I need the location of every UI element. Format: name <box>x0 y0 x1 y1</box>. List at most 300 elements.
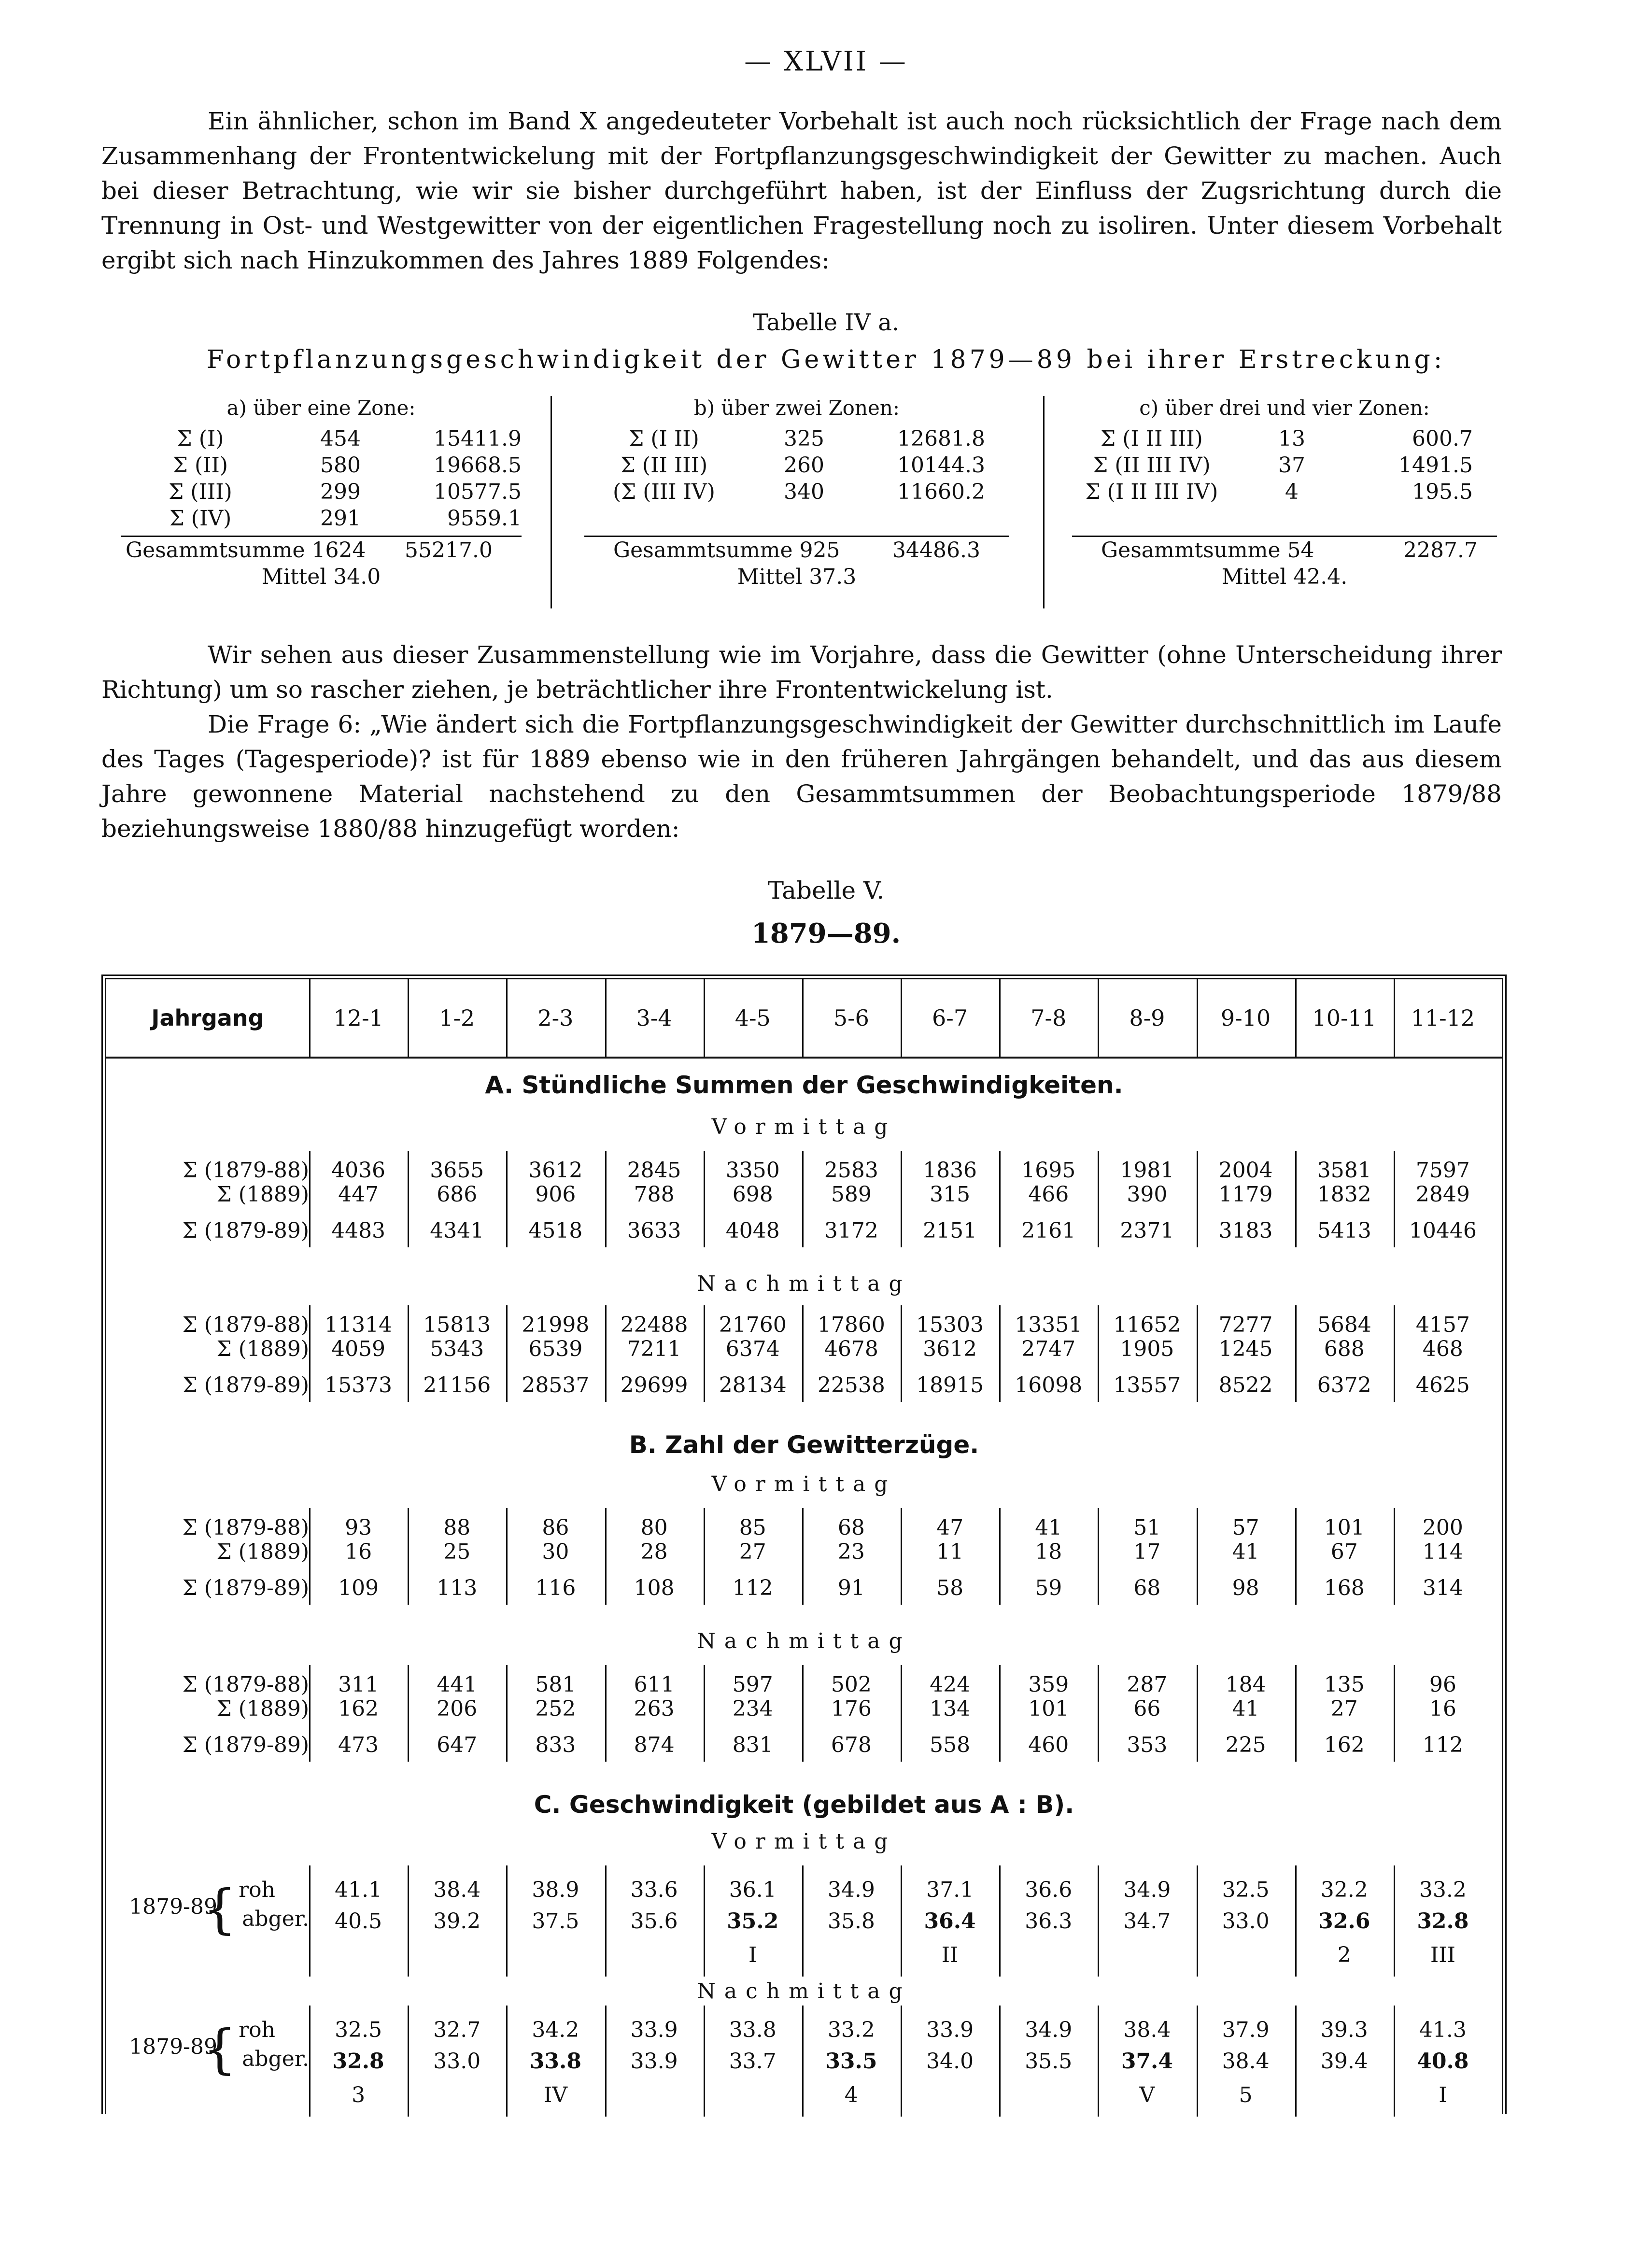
column-divider <box>999 1305 1001 1402</box>
table5-col-header: 2-3 <box>537 1005 574 1031</box>
data-cell: 109 <box>338 1576 379 1600</box>
column-divider <box>901 2006 902 2117</box>
row-divider <box>309 1305 311 1402</box>
data-cell: 114 <box>1422 1540 1463 1564</box>
data-cell: 315 <box>930 1182 971 1207</box>
column-divider <box>1295 2006 1297 2117</box>
data-cell: 4625 <box>1415 1373 1470 1398</box>
column-divider <box>506 1151 508 1247</box>
data-cell: 18915 <box>916 1373 984 1398</box>
data-cell: 41 <box>1232 1540 1259 1564</box>
column-divider <box>1098 2006 1099 2117</box>
table4-b-row <box>584 425 1009 452</box>
data-cell: 200 <box>1422 1515 1463 1540</box>
table4-cell: Σ (I II III IV) <box>1085 480 1218 504</box>
column-divider <box>999 1665 1001 1762</box>
data-cell: 589 <box>831 1182 872 1207</box>
column-divider <box>1295 1665 1297 1762</box>
table5-col-header: 9-10 <box>1220 1005 1271 1031</box>
column-divider <box>551 396 552 608</box>
data-cell: 1836 <box>923 1158 977 1183</box>
data-cell: 234 <box>732 1696 773 1721</box>
data-cell: 27 <box>1330 1696 1358 1721</box>
table4-cell: 454 <box>320 426 361 451</box>
table5-col-header: 3-4 <box>636 1005 672 1031</box>
data-cell: 39.2 <box>433 1909 481 1934</box>
data-cell: 581 <box>535 1672 576 1697</box>
data-cell: 134 <box>930 1696 971 1721</box>
rank-mark: I <box>748 1943 757 1967</box>
data-cell: 11652 <box>1113 1313 1181 1337</box>
data-cell: 460 <box>1028 1733 1069 1757</box>
column-divider <box>605 1305 607 1402</box>
data-cell: 36.1 <box>729 1878 777 1902</box>
section-a-title: A. Stündliche Summen der Geschwindigkeiten. <box>485 1071 1123 1099</box>
data-cell: 57 <box>1232 1515 1259 1540</box>
data-cell: 21156 <box>423 1373 491 1398</box>
data-cell: 36.6 <box>1025 1878 1073 1902</box>
table4-cell: 9559.1 <box>447 506 522 531</box>
column-divider <box>1295 1151 1297 1247</box>
column-divider <box>901 1305 902 1402</box>
data-cell: 35.6 <box>630 1909 678 1934</box>
data-cell: 23 <box>837 1540 865 1564</box>
data-cell: 3581 <box>1317 1158 1371 1183</box>
rank-mark: III <box>1430 1943 1455 1967</box>
column-divider <box>309 1865 311 1977</box>
column-divider <box>1394 1508 1395 1605</box>
column-divider <box>1295 979 1297 1057</box>
data-cell: 874 <box>634 1733 675 1757</box>
data-cell: 93 <box>345 1515 372 1540</box>
data-cell: 647 <box>437 1733 478 1757</box>
data-cell: 38.9 <box>532 1878 579 1902</box>
data-cell: 34.9 <box>1123 1878 1171 1902</box>
table4-cell: 600.7 <box>1412 426 1473 451</box>
column-divider <box>704 979 705 1057</box>
data-cell: 1179 <box>1218 1182 1273 1207</box>
table4-a-row <box>121 479 522 505</box>
table4-cell: 325 <box>784 426 824 451</box>
rank-mark: 4 <box>844 2083 858 2107</box>
data-cell: 168 <box>1324 1576 1365 1600</box>
data-cell: 40.8 <box>1417 2049 1469 2074</box>
column-divider <box>408 1665 409 1762</box>
data-cell: 36.3 <box>1025 1909 1073 1934</box>
data-cell: 5343 <box>430 1337 484 1361</box>
column-divider <box>605 979 607 1057</box>
row-divider <box>309 1665 311 1762</box>
data-cell: 16 <box>1429 1696 1456 1721</box>
table4-b-total-label: Gesammtsumme 925 <box>613 538 840 563</box>
data-cell: 4157 <box>1415 1313 1470 1337</box>
data-cell: 41.1 <box>335 1878 382 1902</box>
column-divider <box>704 1865 705 1977</box>
data-cell: 1981 <box>1120 1158 1174 1183</box>
column-divider <box>408 2006 409 2117</box>
table4-col-b <box>584 396 1009 590</box>
intro-paragraph <box>101 104 1502 278</box>
table4-cell: Σ (III) <box>169 480 232 504</box>
data-cell: 1832 <box>1317 1182 1371 1207</box>
brace: { <box>203 2018 237 2080</box>
data-cell: 7277 <box>1218 1313 1273 1337</box>
row-label: Σ (1879-89) <box>182 1373 309 1398</box>
data-cell: 33.2 <box>827 2018 875 2042</box>
data-cell: 112 <box>732 1576 773 1600</box>
table5-years: 1879—89. <box>751 918 901 949</box>
column-divider <box>1295 1305 1297 1402</box>
data-cell: 37.1 <box>926 1878 974 1902</box>
column-divider <box>1197 2006 1198 2117</box>
table5-head-jahrgang: Jahrgang <box>151 1005 264 1031</box>
data-cell: 38.4 <box>433 1878 481 1902</box>
data-cell: 33.9 <box>630 2018 678 2042</box>
table4-b-row <box>584 452 1009 479</box>
table5-header-row <box>106 979 1502 1059</box>
data-cell: 98 <box>1232 1576 1259 1600</box>
data-cell: 6539 <box>528 1337 583 1361</box>
data-cell: 91 <box>837 1576 865 1600</box>
table4-b-mittel: Mittel 37.3 <box>737 565 857 589</box>
table4-cell: 4 <box>1285 480 1299 504</box>
table4-cell: Σ (I II III) <box>1101 426 1203 451</box>
data-cell: 686 <box>437 1182 478 1207</box>
data-cell: 833 <box>535 1733 576 1757</box>
column-divider <box>1197 1151 1198 1247</box>
data-cell: 225 <box>1225 1733 1266 1757</box>
subsection-nachmittag: Nachmittag <box>697 1271 911 1296</box>
data-cell: 39.3 <box>1320 2018 1368 2042</box>
data-cell: 1695 <box>1021 1158 1076 1183</box>
table4-cell: Σ (I II) <box>629 426 699 451</box>
row-label: Σ (1889) <box>216 1696 309 1721</box>
row-label: roh <box>239 1878 275 1902</box>
rank-mark: 2 <box>1337 1943 1351 1967</box>
data-cell: 35.5 <box>1025 2049 1073 2074</box>
column-divider <box>1197 979 1198 1057</box>
data-cell: 96 <box>1429 1672 1456 1697</box>
column-divider <box>999 1865 1001 1977</box>
data-cell: 2004 <box>1218 1158 1273 1183</box>
data-cell: 5413 <box>1317 1218 1371 1243</box>
column-divider <box>704 2006 705 2117</box>
column-divider <box>999 1151 1001 1247</box>
table4-cell: Σ (I) <box>177 426 224 451</box>
data-cell: 51 <box>1133 1515 1161 1540</box>
column-divider <box>1043 396 1045 608</box>
column-divider <box>1295 1865 1297 1977</box>
table4-c-caption: c) über drei und vier Zonen: <box>1139 396 1430 420</box>
table4-c-row <box>1072 479 1497 505</box>
data-cell: 35.8 <box>827 1909 875 1934</box>
data-cell: 101 <box>1324 1515 1365 1540</box>
data-cell: 16098 <box>1015 1373 1083 1398</box>
column-divider <box>1098 1665 1099 1762</box>
data-cell: 558 <box>930 1733 971 1757</box>
data-cell: 28537 <box>522 1373 590 1398</box>
rank-mark: 3 <box>352 2083 366 2107</box>
row-label: Σ (1879-88) <box>182 1515 309 1540</box>
data-cell: 47 <box>936 1515 964 1540</box>
data-cell: 37.9 <box>1222 2018 1270 2042</box>
data-cell: 7597 <box>1415 1158 1470 1183</box>
data-cell: 32.2 <box>1320 1878 1368 1902</box>
column-divider <box>506 1508 508 1605</box>
row-label: Σ (1879-88) <box>182 1313 309 1337</box>
data-cell: 688 <box>1324 1337 1365 1361</box>
data-cell: 263 <box>634 1696 675 1721</box>
column-divider <box>309 2006 311 2117</box>
table4-c-row <box>1072 452 1497 479</box>
table4-cell: 13 <box>1278 426 1305 451</box>
data-cell: 34.7 <box>1123 1909 1171 1934</box>
table4-cell: Σ (IV) <box>169 506 232 531</box>
table4-a-row <box>121 452 522 479</box>
rank-mark: 5 <box>1239 2083 1253 2107</box>
column-divider <box>802 1665 804 1762</box>
data-cell: 4483 <box>331 1218 386 1243</box>
data-cell: 5684 <box>1317 1313 1371 1337</box>
data-cell: 906 <box>535 1182 576 1207</box>
column-divider <box>605 2006 607 2117</box>
column-divider <box>802 1305 804 1402</box>
data-cell: 88 <box>443 1515 471 1540</box>
table4-label: Tabelle IV a. <box>752 309 900 336</box>
data-cell: 80 <box>640 1515 668 1540</box>
data-cell: 287 <box>1127 1672 1168 1697</box>
table5-col-header: 8-9 <box>1129 1005 1165 1031</box>
column-divider <box>605 1508 607 1605</box>
data-cell: 15303 <box>916 1313 984 1337</box>
data-cell: 15373 <box>325 1373 393 1398</box>
data-cell: 29699 <box>620 1373 688 1398</box>
data-cell: 33.8 <box>529 2049 581 2074</box>
table4-title: Fortpflanzungsgeschwindigkeit der Gewitter 1879—89 bei ihrer Erstreckung: <box>206 345 1446 374</box>
data-cell: 162 <box>338 1696 379 1721</box>
data-cell: 4036 <box>331 1158 386 1183</box>
data-cell: 1905 <box>1120 1337 1174 1361</box>
data-cell: 28 <box>640 1540 668 1564</box>
data-cell: 7211 <box>627 1337 681 1361</box>
table4-c-row <box>1072 425 1497 452</box>
data-cell: 37.4 <box>1121 2049 1173 2074</box>
data-cell: 2371 <box>1120 1218 1174 1243</box>
data-cell: 28134 <box>719 1373 787 1398</box>
column-divider <box>704 1665 705 1762</box>
table4-cell: 299 <box>320 480 361 504</box>
column-divider <box>1295 1508 1297 1605</box>
data-cell: 33.6 <box>630 1878 678 1902</box>
table4-cell: 1491.5 <box>1398 453 1473 478</box>
column-divider <box>605 1665 607 1762</box>
data-cell: 86 <box>542 1515 569 1540</box>
data-cell: 3172 <box>824 1218 878 1243</box>
data-cell: 33.5 <box>825 2049 877 2074</box>
column-divider <box>1098 1865 1099 1977</box>
data-cell: 39.4 <box>1320 2049 1368 2074</box>
data-cell: 40.5 <box>335 1909 382 1934</box>
column-divider <box>901 1865 902 1977</box>
table5-col-header: 7-8 <box>1031 1005 1067 1031</box>
row-label: Σ (1879-89) <box>182 1218 309 1243</box>
data-cell: 252 <box>535 1696 576 1721</box>
data-cell: 15813 <box>423 1313 491 1337</box>
table4-cell: 10144.3 <box>897 453 985 478</box>
column-divider <box>999 1508 1001 1605</box>
table4-cell: 291 <box>320 506 361 531</box>
data-cell: 17 <box>1133 1540 1161 1564</box>
data-cell: 597 <box>732 1672 773 1697</box>
rank-mark: I <box>1439 2083 1447 2107</box>
table4-cell: 10577.5 <box>434 480 522 504</box>
row-label: Σ (1879-89) <box>182 1576 309 1600</box>
column-divider <box>1098 1305 1099 1402</box>
data-cell: 35.2 <box>727 1909 779 1934</box>
row-label: abger. <box>242 1907 309 1931</box>
data-cell: 21760 <box>719 1313 787 1337</box>
row-divider <box>309 1508 311 1605</box>
table5 <box>101 975 1507 2114</box>
data-cell: 33.2 <box>1419 1878 1467 1902</box>
data-cell: 2161 <box>1021 1218 1076 1243</box>
table5-col-header: 10-11 <box>1312 1005 1377 1031</box>
table4-cell: Σ (II) <box>172 453 228 478</box>
data-cell: 32.5 <box>335 2018 382 2042</box>
column-divider <box>1098 1508 1099 1605</box>
paragraph-text: Die Frage 6: „Wie ändert sich die Fortpflanzungsgeschwindigkeit der Gewitter durchschnittlich im Laufe des Tages (Tagesperiode)? ist für 1889 ebenso wie in den früheren Jahrgängen behandelt, und das aus diesem Jahre gewonnene Material nachstehend zu den Gesammtsummen der Beobachtungsperiode 1879/88 beziehungsweise 1880/88 hinzugefügt worden: <box>101 710 1502 843</box>
data-cell: 33.9 <box>926 2018 974 2042</box>
data-cell: 447 <box>338 1182 379 1207</box>
data-cell: 36.4 <box>924 1909 976 1934</box>
page-number: — XLVII — <box>744 46 908 77</box>
data-cell: 68 <box>837 1515 865 1540</box>
data-cell: 32.8 <box>332 2049 384 2074</box>
data-cell: 32.7 <box>433 2018 481 2042</box>
row-label: Σ (1889) <box>216 1337 309 1361</box>
data-cell: 34.0 <box>926 2049 974 2074</box>
column-divider <box>408 1305 409 1402</box>
column-divider <box>408 1865 409 1977</box>
data-cell: 27 <box>739 1540 766 1564</box>
data-cell: 33.7 <box>729 2049 777 2074</box>
data-cell: 33.9 <box>630 2049 678 2074</box>
column-divider <box>802 1865 804 1977</box>
table4-a-mittel: Mittel 34.0 <box>261 565 381 589</box>
table4-col-c <box>1072 396 1497 590</box>
data-cell: 67 <box>1330 1540 1358 1564</box>
data-cell: 30 <box>542 1540 569 1564</box>
subsection-nachmittag: Nachmittag <box>697 1629 911 1653</box>
data-cell: 33.0 <box>1222 1909 1270 1934</box>
data-cell: 22538 <box>817 1373 885 1398</box>
data-cell: 4518 <box>528 1218 583 1243</box>
data-cell: 101 <box>1028 1696 1069 1721</box>
column-divider <box>1394 1865 1395 1977</box>
data-cell: 85 <box>739 1515 766 1540</box>
data-cell: 441 <box>437 1672 478 1697</box>
table4-cell: 37 <box>1278 453 1305 478</box>
data-cell: 41.3 <box>1419 2018 1467 2042</box>
column-divider <box>1197 1508 1198 1605</box>
row-label: 1879-89 <box>129 2034 217 2059</box>
column-divider <box>1394 1305 1395 1402</box>
column-divider <box>1394 979 1395 1057</box>
data-cell: 116 <box>535 1576 576 1600</box>
column-divider <box>802 1508 804 1605</box>
table4-c-total-label: Gesammtsumme 54 <box>1101 538 1314 563</box>
data-cell: 184 <box>1225 1672 1266 1697</box>
column-divider <box>1394 1665 1395 1762</box>
table4-cell: 12681.8 <box>897 426 985 451</box>
column-divider <box>1197 1665 1198 1762</box>
data-cell: 16 <box>345 1540 372 1564</box>
table4-a-row <box>121 425 522 452</box>
column-divider <box>506 1665 508 1762</box>
table4-cell: 19668.5 <box>434 453 522 478</box>
data-cell: 112 <box>1422 1733 1463 1757</box>
data-cell: 13351 <box>1015 1313 1083 1337</box>
rank-mark: IV <box>543 2083 567 2107</box>
subsection-vormittag: Vormittag <box>711 1115 897 1139</box>
data-cell: 3612 <box>923 1337 977 1361</box>
data-cell: 2849 <box>1415 1182 1470 1207</box>
data-cell: 353 <box>1127 1733 1168 1757</box>
data-cell: 37.5 <box>532 1909 579 1934</box>
data-cell: 2747 <box>1021 1337 1076 1361</box>
table5-col-header: 4-5 <box>734 1005 771 1031</box>
column-divider <box>802 2006 804 2117</box>
table4-cell: 15411.9 <box>434 426 522 451</box>
table5-col-header: 5-6 <box>833 1005 869 1031</box>
data-cell: 135 <box>1324 1672 1365 1697</box>
data-cell: 788 <box>634 1182 675 1207</box>
table4-b-total-value: 34486.3 <box>892 538 980 563</box>
column-divider <box>999 2006 1001 2117</box>
data-cell: 176 <box>831 1696 872 1721</box>
row-label: Σ (1889) <box>216 1182 309 1207</box>
data-cell: 3633 <box>627 1218 681 1243</box>
table4-b-caption: b) über zwei Zonen: <box>693 396 900 420</box>
data-cell: 1245 <box>1218 1337 1273 1361</box>
table5-col-header: 6-7 <box>932 1005 968 1031</box>
column-divider <box>1098 979 1099 1057</box>
data-cell: 32.5 <box>1222 1878 1270 1902</box>
data-cell: 38.4 <box>1222 2049 1270 2074</box>
data-cell: 4341 <box>430 1218 484 1243</box>
data-cell: 38.4 <box>1123 2018 1171 2042</box>
data-cell: 41 <box>1232 1696 1259 1721</box>
rank-mark: II <box>941 1943 959 1967</box>
data-cell: 2151 <box>923 1218 977 1243</box>
column-divider <box>506 1305 508 1402</box>
data-cell: 22488 <box>620 1313 688 1337</box>
data-cell: 466 <box>1028 1182 1069 1207</box>
data-cell: 3655 <box>430 1158 484 1183</box>
data-cell: 2845 <box>627 1158 681 1183</box>
row-label: roh <box>239 2018 275 2042</box>
data-cell: 611 <box>634 1672 675 1697</box>
table4-a-total-value: 55217.0 <box>405 538 493 563</box>
column-divider <box>1394 1151 1395 1247</box>
table4-c-total-value: 2287.7 <box>1403 538 1478 563</box>
data-cell: 831 <box>732 1733 773 1757</box>
data-cell: 33.0 <box>433 2049 481 2074</box>
data-cell: 2583 <box>824 1158 878 1183</box>
table4-cell: (Σ (III IV) <box>613 480 715 504</box>
data-cell: 424 <box>930 1672 971 1697</box>
column-divider <box>901 1151 902 1247</box>
